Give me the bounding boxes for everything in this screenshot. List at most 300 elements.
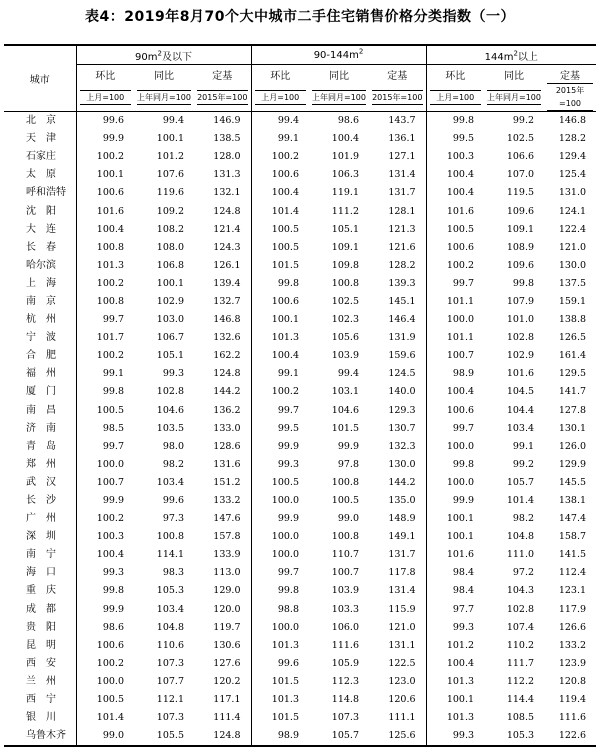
index-value: 100.7 <box>331 567 359 579</box>
index-value: 99.9 <box>426 492 484 510</box>
index-value: 128.2 <box>388 259 416 271</box>
index-value: 123.0 <box>388 675 416 687</box>
index-value: 99.9 <box>76 601 134 619</box>
table-row <box>4 275 596 293</box>
index-value: 101.9 <box>331 151 359 163</box>
index-value: 129.9 <box>558 458 587 470</box>
index-value: 98.4 <box>426 564 484 582</box>
index-value: 131.4 <box>388 585 416 597</box>
index-value: 100.5 <box>76 691 134 709</box>
metric-header: 同比 <box>329 70 349 82</box>
city-name: 西 安 <box>26 657 56 669</box>
city-name: 北 京 <box>26 115 56 127</box>
index-value: 107.3 <box>156 712 184 724</box>
city-name: 合 肥 <box>26 350 56 362</box>
index-value: 99.7 <box>76 311 134 329</box>
index-value: 149.1 <box>388 531 416 543</box>
index-value: 99.9 <box>76 130 134 148</box>
city-name: 哈尔滨 <box>26 259 56 271</box>
index-value: 101.6 <box>426 202 484 220</box>
metric-header: 定基 <box>560 70 581 82</box>
index-value: 100.4 <box>426 166 484 184</box>
index-value: 100.5 <box>251 239 309 257</box>
index-value: 107.6 <box>156 169 184 181</box>
index-value: 98.2 <box>162 458 184 470</box>
index-value: 146.8 <box>558 115 587 127</box>
index-value: 110.7 <box>331 549 359 561</box>
base-label: 上年同月=100 <box>487 90 541 105</box>
base-label: 2015年=100 <box>547 83 593 111</box>
city-name: 广 州 <box>26 513 56 525</box>
index-value: 117.8 <box>388 567 416 579</box>
index-value: 101.2 <box>426 637 484 655</box>
index-value: 103.9 <box>331 350 359 362</box>
index-value: 121.0 <box>388 621 416 633</box>
index-value: 124.3 <box>213 241 241 253</box>
index-value: 102.9 <box>506 350 535 362</box>
city-name: 上 海 <box>26 277 56 289</box>
index-value: 99.0 <box>76 727 134 746</box>
index-value: 101.5 <box>251 257 309 275</box>
index-value: 100.4 <box>426 383 484 401</box>
index-value: 109.8 <box>331 259 359 271</box>
index-value: 100.7 <box>76 474 134 492</box>
table-row <box>4 148 596 166</box>
index-value: 100.5 <box>251 474 309 492</box>
index-value: 127.1 <box>388 151 416 163</box>
index-value: 104.8 <box>506 531 535 543</box>
base-label: 上月=100 <box>80 90 132 105</box>
index-value: 102.5 <box>506 133 535 145</box>
table-row <box>4 709 596 727</box>
table-row <box>4 130 596 148</box>
base-header <box>309 83 369 112</box>
index-value: 136.2 <box>213 404 241 416</box>
index-value: 100.0 <box>251 619 309 637</box>
index-value: 105.1 <box>331 223 359 235</box>
index-value: 130.6 <box>213 639 241 651</box>
index-value: 98.4 <box>426 582 484 600</box>
city-name: 福 州 <box>26 368 56 380</box>
index-value: 107.7 <box>156 675 184 687</box>
index-value: 100.0 <box>76 673 134 691</box>
index-value: 99.9 <box>76 492 134 510</box>
index-value: 119.7 <box>213 621 241 633</box>
city-name: 重 庆 <box>26 585 56 597</box>
index-value: 129.3 <box>388 404 416 416</box>
table-row <box>4 637 596 655</box>
index-value: 139.4 <box>213 277 241 289</box>
index-value: 99.7 <box>426 420 484 438</box>
index-value: 109.1 <box>331 241 359 253</box>
index-value: 100.7 <box>426 347 484 365</box>
table-row <box>4 420 596 438</box>
table-row <box>4 655 596 673</box>
index-value: 102.5 <box>331 295 359 307</box>
index-value: 101.1 <box>426 329 484 347</box>
index-value: 146.8 <box>213 314 241 326</box>
index-value: 108.9 <box>506 241 535 253</box>
base-header <box>484 83 544 112</box>
index-value: 99.3 <box>251 456 309 474</box>
index-value: 130.7 <box>388 422 416 434</box>
index-value: 100.6 <box>76 637 134 655</box>
index-value: 123.9 <box>558 657 587 669</box>
index-value: 122.6 <box>544 727 596 746</box>
index-value: 101.1 <box>426 293 484 311</box>
index-value: 99.5 <box>426 130 484 148</box>
index-value: 133.0 <box>213 422 241 434</box>
index-value: 132.3 <box>388 440 416 452</box>
index-value: 111.6 <box>558 712 587 724</box>
index-value: 131.6 <box>213 458 241 470</box>
city-name: 南 京 <box>26 295 56 307</box>
index-value: 125.6 <box>369 727 426 746</box>
city-header: 城市 <box>4 45 76 112</box>
index-value: 131.1 <box>388 639 416 651</box>
index-value: 138.1 <box>558 495 587 507</box>
city-name: 石家庄 <box>26 151 56 163</box>
index-value: 114.8 <box>331 694 359 706</box>
index-value: 141.7 <box>558 386 587 398</box>
index-value: 99.2 <box>512 458 535 470</box>
index-value: 107.3 <box>331 712 359 724</box>
base-label: 上月=100 <box>430 90 482 105</box>
city-name: 济 南 <box>26 422 56 434</box>
index-value: 103.4 <box>156 603 184 615</box>
base-header <box>544 83 596 112</box>
city-name: 杭 州 <box>26 314 56 326</box>
city-name: 呼和浩特 <box>26 187 66 199</box>
index-value: 162.2 <box>213 350 241 362</box>
index-value: 99.1 <box>512 440 535 452</box>
index-value: 140.0 <box>388 386 416 398</box>
index-value: 102.8 <box>156 386 184 398</box>
index-value: 99.3 <box>162 368 184 380</box>
index-value: 129.0 <box>213 585 241 597</box>
city-name: 长 春 <box>26 241 56 253</box>
index-value: 100.2 <box>76 510 134 528</box>
index-value: 101.5 <box>251 673 309 691</box>
index-value: 111.2 <box>331 205 359 217</box>
index-value: 124.1 <box>558 205 587 217</box>
index-value: 108.0 <box>156 241 184 253</box>
index-value: 107.4 <box>506 621 535 633</box>
index-value: 144.2 <box>388 476 416 488</box>
index-value: 121.3 <box>388 223 416 235</box>
index-value: 105.6 <box>331 332 359 344</box>
city-name: 大 连 <box>26 223 56 235</box>
index-value: 148.9 <box>388 513 416 525</box>
base-header <box>194 83 251 112</box>
index-value: 100.4 <box>251 184 309 202</box>
index-value: 112.3 <box>331 675 359 687</box>
metric-header: 环比 <box>251 65 309 84</box>
city-name: 兰 州 <box>26 675 56 687</box>
index-value: 100.5 <box>251 221 309 239</box>
index-value: 100.5 <box>426 221 484 239</box>
index-value: 159.6 <box>388 350 416 362</box>
index-value: 126.5 <box>558 332 587 344</box>
index-value: 105.3 <box>156 585 184 597</box>
index-value: 105.9 <box>331 657 359 669</box>
index-value: 101.4 <box>76 709 134 727</box>
city-name: 昆 明 <box>26 639 56 651</box>
index-value: 99.3 <box>76 564 134 582</box>
index-value: 99.8 <box>251 582 309 600</box>
metric-header: 定基 <box>387 70 408 82</box>
table-row <box>4 510 596 528</box>
index-value: 100.8 <box>331 476 359 488</box>
base-header <box>426 83 484 112</box>
index-value: 101.4 <box>251 202 309 220</box>
index-value: 100.2 <box>76 347 134 365</box>
index-value: 120.2 <box>213 675 241 687</box>
index-value: 131.0 <box>558 187 587 199</box>
index-value: 100.2 <box>251 148 309 166</box>
index-value: 104.5 <box>506 386 535 398</box>
index-value: 132.7 <box>213 295 241 307</box>
table-row <box>4 365 596 383</box>
table-row <box>4 402 596 420</box>
table-row <box>4 492 596 510</box>
city-name: 深 圳 <box>26 531 56 543</box>
index-value: 126.0 <box>558 440 587 452</box>
base-header <box>76 83 134 112</box>
index-value: 99.7 <box>76 438 134 456</box>
index-value: 139.3 <box>388 277 416 289</box>
index-value: 98.3 <box>162 567 184 579</box>
index-value: 100.0 <box>426 474 484 492</box>
table-row <box>4 474 596 492</box>
index-value: 99.8 <box>76 582 134 600</box>
index-value: 110.2 <box>506 639 535 651</box>
index-value: 100.8 <box>76 239 134 257</box>
index-value: 100.2 <box>76 275 134 293</box>
city-name: 郑 州 <box>26 458 56 470</box>
index-value: 111.0 <box>506 549 535 561</box>
index-value: 100.0 <box>251 528 309 546</box>
index-value: 101.2 <box>156 151 184 163</box>
index-value: 157.8 <box>213 531 241 543</box>
index-value: 100.8 <box>331 277 359 289</box>
table-row <box>4 601 596 619</box>
index-value: 97.3 <box>162 513 184 525</box>
group-header-large: $144m^2$以上 <box>426 45 596 65</box>
table-row <box>4 166 596 184</box>
city-name: 银 川 <box>26 712 56 724</box>
index-value: 99.6 <box>162 495 184 507</box>
index-value: 99.8 <box>251 275 309 293</box>
index-value: 109.2 <box>156 205 184 217</box>
index-value: 100.0 <box>251 546 309 564</box>
index-value: 141.5 <box>558 549 587 561</box>
index-value: 138.5 <box>213 133 241 145</box>
index-value: 106.6 <box>506 151 535 163</box>
index-value: 99.9 <box>251 438 309 456</box>
base-header <box>134 83 194 112</box>
table-row <box>4 257 596 275</box>
index-value: 99.6 <box>76 112 134 131</box>
index-value: 107.0 <box>506 169 535 181</box>
index-value: 126.1 <box>213 259 241 271</box>
index-value: 144.2 <box>213 386 241 398</box>
index-value: 101.6 <box>76 202 134 220</box>
index-value: 100.8 <box>156 531 184 543</box>
index-value: 109.1 <box>506 223 535 235</box>
index-value: 133.2 <box>213 495 241 507</box>
table-row <box>4 673 596 691</box>
index-value: 105.1 <box>156 350 184 362</box>
index-value: 100.4 <box>251 347 309 365</box>
index-value: 97.2 <box>512 567 535 579</box>
index-value: 130.0 <box>388 458 416 470</box>
index-value: 100.4 <box>76 221 134 239</box>
table-row <box>4 293 596 311</box>
index-value: 111.7 <box>506 657 535 669</box>
index-value: 101.3 <box>426 673 484 691</box>
metric-header: 环比 <box>426 65 484 84</box>
index-value: 112.2 <box>506 675 535 687</box>
table-row <box>4 383 596 401</box>
index-value: 101.3 <box>251 691 309 709</box>
header-row-groups <box>4 45 596 65</box>
index-value: 99.3 <box>426 727 484 746</box>
index-value: 100.2 <box>426 257 484 275</box>
index-value: 115.9 <box>388 603 416 615</box>
index-value: 100.1 <box>251 311 309 329</box>
index-value: 108.5 <box>506 712 535 724</box>
index-value: 111.4 <box>213 712 241 724</box>
index-value: 124.8 <box>213 205 241 217</box>
index-value: 104.8 <box>156 621 184 633</box>
index-value: 103.4 <box>506 422 535 434</box>
index-value: 99.1 <box>251 365 309 383</box>
index-value: 102.8 <box>506 332 535 344</box>
base-header <box>369 83 426 112</box>
index-value: 100.0 <box>426 311 484 329</box>
index-value: 120.8 <box>558 675 587 687</box>
index-value: 98.6 <box>337 115 359 127</box>
table-row <box>4 184 596 202</box>
table-row <box>4 582 596 600</box>
metric-header: 环比 <box>76 65 134 84</box>
index-value: 100.1 <box>426 528 484 546</box>
index-value: 121.6 <box>388 241 416 253</box>
index-value: 135.0 <box>388 495 416 507</box>
index-value: 102.9 <box>156 295 184 307</box>
index-value: 100.5 <box>76 402 134 420</box>
table-row <box>4 438 596 456</box>
city-name: 乌鲁木齐 <box>4 727 76 746</box>
index-value: 98.8 <box>251 601 309 619</box>
index-value: 120.6 <box>388 694 416 706</box>
index-value: 100.2 <box>251 383 309 401</box>
index-value: 109.6 <box>506 205 535 217</box>
index-value: 100.1 <box>156 133 184 145</box>
city-name: 沈 阳 <box>26 205 56 217</box>
base-label: 2015年=100 <box>372 90 423 105</box>
index-value: 125.4 <box>558 169 587 181</box>
index-value: 106.7 <box>156 332 184 344</box>
price-index-table <box>4 44 596 747</box>
index-value: 138.8 <box>558 314 587 326</box>
index-value: 105.5 <box>134 727 194 746</box>
index-value: 117.9 <box>558 603 587 615</box>
index-value: 161.4 <box>558 350 587 362</box>
index-value: 130.0 <box>558 259 587 271</box>
index-value: 119.4 <box>558 694 587 706</box>
index-value: 100.2 <box>76 655 134 673</box>
index-value: 137.5 <box>558 277 587 289</box>
index-value: 100.1 <box>426 510 484 528</box>
index-value: 100.6 <box>426 239 484 257</box>
index-value: 127.6 <box>213 657 241 669</box>
index-value: 120.0 <box>213 603 241 615</box>
index-value: 101.3 <box>251 637 309 655</box>
index-value: 104.3 <box>506 585 535 597</box>
index-value: 111.1 <box>388 712 416 724</box>
index-value: 128.6 <box>213 440 241 452</box>
index-value: 98.9 <box>251 727 309 746</box>
index-value: 100.4 <box>76 546 134 564</box>
table-row <box>4 564 596 582</box>
index-value: 99.8 <box>426 112 484 131</box>
index-value: 146.4 <box>388 314 416 326</box>
table-row <box>4 691 596 709</box>
city-name: 太 原 <box>26 169 56 181</box>
index-value: 101.7 <box>76 329 134 347</box>
index-value: 100.1 <box>76 166 134 184</box>
index-value: 101.0 <box>506 314 535 326</box>
index-value: 99.5 <box>251 420 309 438</box>
table-row <box>4 202 596 220</box>
index-value: 112.1 <box>156 694 184 706</box>
index-value: 100.4 <box>426 655 484 673</box>
index-value: 143.7 <box>388 115 416 127</box>
city-name: 贵 阳 <box>26 621 56 633</box>
table-row <box>4 619 596 637</box>
index-value: 98.9 <box>426 365 484 383</box>
table-row <box>4 311 596 329</box>
index-value: 122.4 <box>558 223 587 235</box>
index-value: 113.0 <box>213 567 241 579</box>
index-value: 133.9 <box>213 549 241 561</box>
index-value: 105.7 <box>309 727 369 746</box>
index-value: 104.6 <box>331 404 359 416</box>
index-value: 101.3 <box>76 257 134 275</box>
index-value: 124.5 <box>388 368 416 380</box>
index-value: 101.5 <box>331 422 359 434</box>
index-value: 99.7 <box>251 564 309 582</box>
index-value: 131.9 <box>388 332 416 344</box>
index-value: 121.4 <box>213 223 241 235</box>
index-value: 128.1 <box>388 205 416 217</box>
index-value: 100.6 <box>426 402 484 420</box>
header-row-bases <box>4 83 596 112</box>
index-value: 98.0 <box>162 440 184 452</box>
index-value: 100.4 <box>331 133 359 145</box>
index-value: 146.9 <box>213 115 241 127</box>
header-row-metrics <box>4 65 596 84</box>
index-value: 129.4 <box>558 151 587 163</box>
index-value: 133.2 <box>558 639 587 651</box>
city-name: 宁 波 <box>26 332 56 344</box>
index-value: 99.3 <box>426 619 484 637</box>
metric-header: 同比 <box>504 70 525 82</box>
index-value: 119.1 <box>331 187 359 199</box>
index-value: 128.0 <box>213 151 241 163</box>
